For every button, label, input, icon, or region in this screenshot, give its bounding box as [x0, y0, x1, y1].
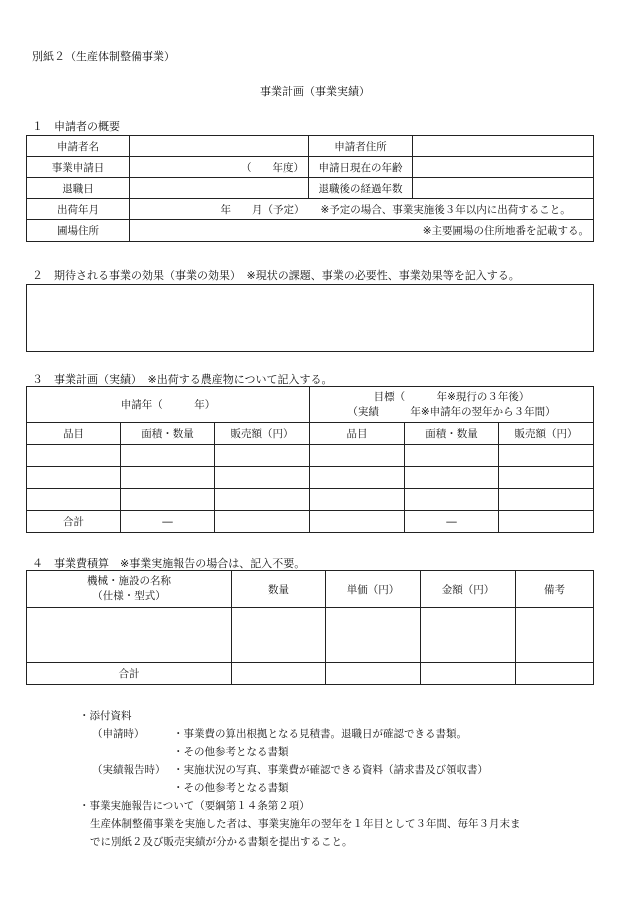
col-unit-price: 単価（円） — [326, 571, 421, 608]
plan-total-label: 合計 — [27, 511, 121, 533]
report-body-line1: 生産体制整備事業を実施した者は、事業実施年の翌年を１年目として３年間、毎年３月末ま — [90, 818, 521, 830]
plan-cell[interactable] — [310, 445, 405, 467]
col-sales-2: 販売額（円） — [499, 423, 594, 445]
expected-effect-box[interactable] — [26, 284, 594, 352]
apply-time-label: （申請時） — [92, 728, 145, 740]
plan-cell[interactable] — [215, 467, 310, 489]
report-time-label: （実績報告時） — [92, 764, 166, 776]
ship-note: ※予定の場合、事業実施後３年以内に出荷すること。 — [309, 199, 594, 220]
col-equipment-name-line1: 機械・施設の名称 — [87, 575, 171, 587]
ship-month-label: 出荷年月 — [27, 199, 130, 220]
target-header — [310, 387, 594, 423]
plan-cell[interactable] — [215, 445, 310, 467]
apply-date-field[interactable]: （ 年度） — [130, 157, 309, 178]
applicant-name-label: 申請者名 — [27, 136, 130, 157]
col-item-1: 品目 — [27, 423, 121, 445]
report-body-line2: でに別紙２及び販売実績が分かる書類を提出すること。 — [90, 836, 353, 848]
applicant-overview-table — [26, 135, 594, 242]
applicant-name-field[interactable] — [130, 136, 309, 157]
plan-cell[interactable] — [121, 467, 215, 489]
plan-cell[interactable] — [27, 489, 121, 511]
apply-year-header: 申請年（ 年） — [27, 387, 310, 423]
table-row — [27, 467, 594, 489]
table-row — [27, 608, 594, 663]
cost-cell[interactable] — [326, 608, 421, 663]
section1-heading: １ 申請者の概要 — [32, 120, 120, 133]
applicant-address-label: 申請者住所 — [309, 136, 413, 157]
plan-total-sales-1[interactable] — [215, 511, 310, 533]
cost-cell[interactable] — [27, 608, 232, 663]
plan-total-blank — [310, 511, 405, 533]
cost-cell[interactable] — [421, 608, 516, 663]
cost-total-cell[interactable] — [421, 663, 516, 685]
plan-cell[interactable] — [405, 445, 499, 467]
col-area-2: 面積・数量 — [405, 423, 499, 445]
applicant-address-field[interactable] — [413, 136, 594, 157]
plan-cell[interactable] — [27, 467, 121, 489]
target-line2: （実績 年※申請年の翌年から３年間） — [347, 405, 556, 418]
plan-cell[interactable] — [310, 467, 405, 489]
attachments-title: ・添付資料 — [79, 710, 132, 722]
target-line1: 目標（ 年※現行の３年後） — [373, 390, 530, 403]
table-row — [27, 489, 594, 511]
plan-cell[interactable] — [405, 467, 499, 489]
retire-date-field[interactable] — [130, 178, 309, 199]
col-equipment-name-line2: （仕様・型式） — [92, 590, 166, 602]
document-title: 事業計画（事業実績） — [260, 85, 370, 98]
plan-cell[interactable] — [499, 445, 594, 467]
section4-heading: ４ 事業費積算 ※事業実施報告の場合は、記入不要。 — [32, 557, 306, 570]
col-equipment-name — [27, 571, 232, 608]
field-address-field[interactable]: ※主要圃場の住所地番を記載する。 — [130, 220, 594, 242]
form-label: 別紙２（生産体制整備事業） — [32, 50, 175, 63]
age-field[interactable] — [413, 157, 594, 178]
col-amount: 金額（円） — [421, 571, 516, 608]
plan-cell[interactable] — [121, 489, 215, 511]
plan-cell[interactable] — [405, 489, 499, 511]
cost-total-cell[interactable] — [516, 663, 594, 685]
apply-date-label: 事業申請日 — [27, 157, 130, 178]
cost-cell[interactable] — [516, 608, 594, 663]
plan-cell[interactable] — [215, 489, 310, 511]
years-since-retire-field[interactable] — [413, 178, 594, 199]
apply-attachment-1: ・事業費の算出根拠となる見積書。退職日が確認できる書類。 — [173, 728, 467, 740]
business-plan-table — [26, 386, 594, 533]
plan-total-dash-1: ― — [121, 511, 215, 533]
plan-total-sales-2[interactable] — [499, 511, 594, 533]
col-remarks: 備考 — [516, 571, 594, 608]
col-quantity: 数量 — [232, 571, 326, 608]
cost-total-cell[interactable] — [326, 663, 421, 685]
cost-total-label: 合計 — [27, 663, 232, 685]
apply-attachment-2: ・その他参考となる書類 — [173, 746, 289, 758]
years-since-retire-label: 退職後の経過年数 — [309, 178, 413, 199]
cost-cell[interactable] — [232, 608, 326, 663]
col-sales-1: 販売額（円） — [215, 423, 310, 445]
section2-heading: ２ 期待される事業の効果（事業の効果） ※現状の課題、事業の必要性、事業効果等を記入する。 — [32, 269, 520, 282]
report-section-title: ・事業実施報告について（要綱第１４条第２項） — [79, 800, 310, 812]
retire-date-label: 退職日 — [27, 178, 130, 199]
field-address-label: 圃場住所 — [27, 220, 130, 242]
plan-cell[interactable] — [310, 489, 405, 511]
plan-cell[interactable] — [121, 445, 215, 467]
report-attachment-1: ・実施状況の写真、事業費が確認できる資料（請求書及び領収書） — [173, 764, 488, 776]
section3-heading: ３ 事業計画（実績） ※出荷する農産物について記入する。 — [32, 373, 333, 386]
table-row — [27, 445, 594, 467]
ship-month-field[interactable]: 年 月（予定） — [130, 199, 309, 220]
report-attachment-2: ・その他参考となる書類 — [173, 782, 289, 794]
col-item-2: 品目 — [310, 423, 405, 445]
cost-estimate-table — [26, 570, 594, 685]
cost-total-cell[interactable] — [232, 663, 326, 685]
plan-cell[interactable] — [499, 467, 594, 489]
plan-cell[interactable] — [27, 445, 121, 467]
plan-total-dash-2: ― — [405, 511, 499, 533]
col-area-1: 面積・数量 — [121, 423, 215, 445]
age-label: 申請日現在の年齢 — [309, 157, 413, 178]
plan-cell[interactable] — [499, 489, 594, 511]
